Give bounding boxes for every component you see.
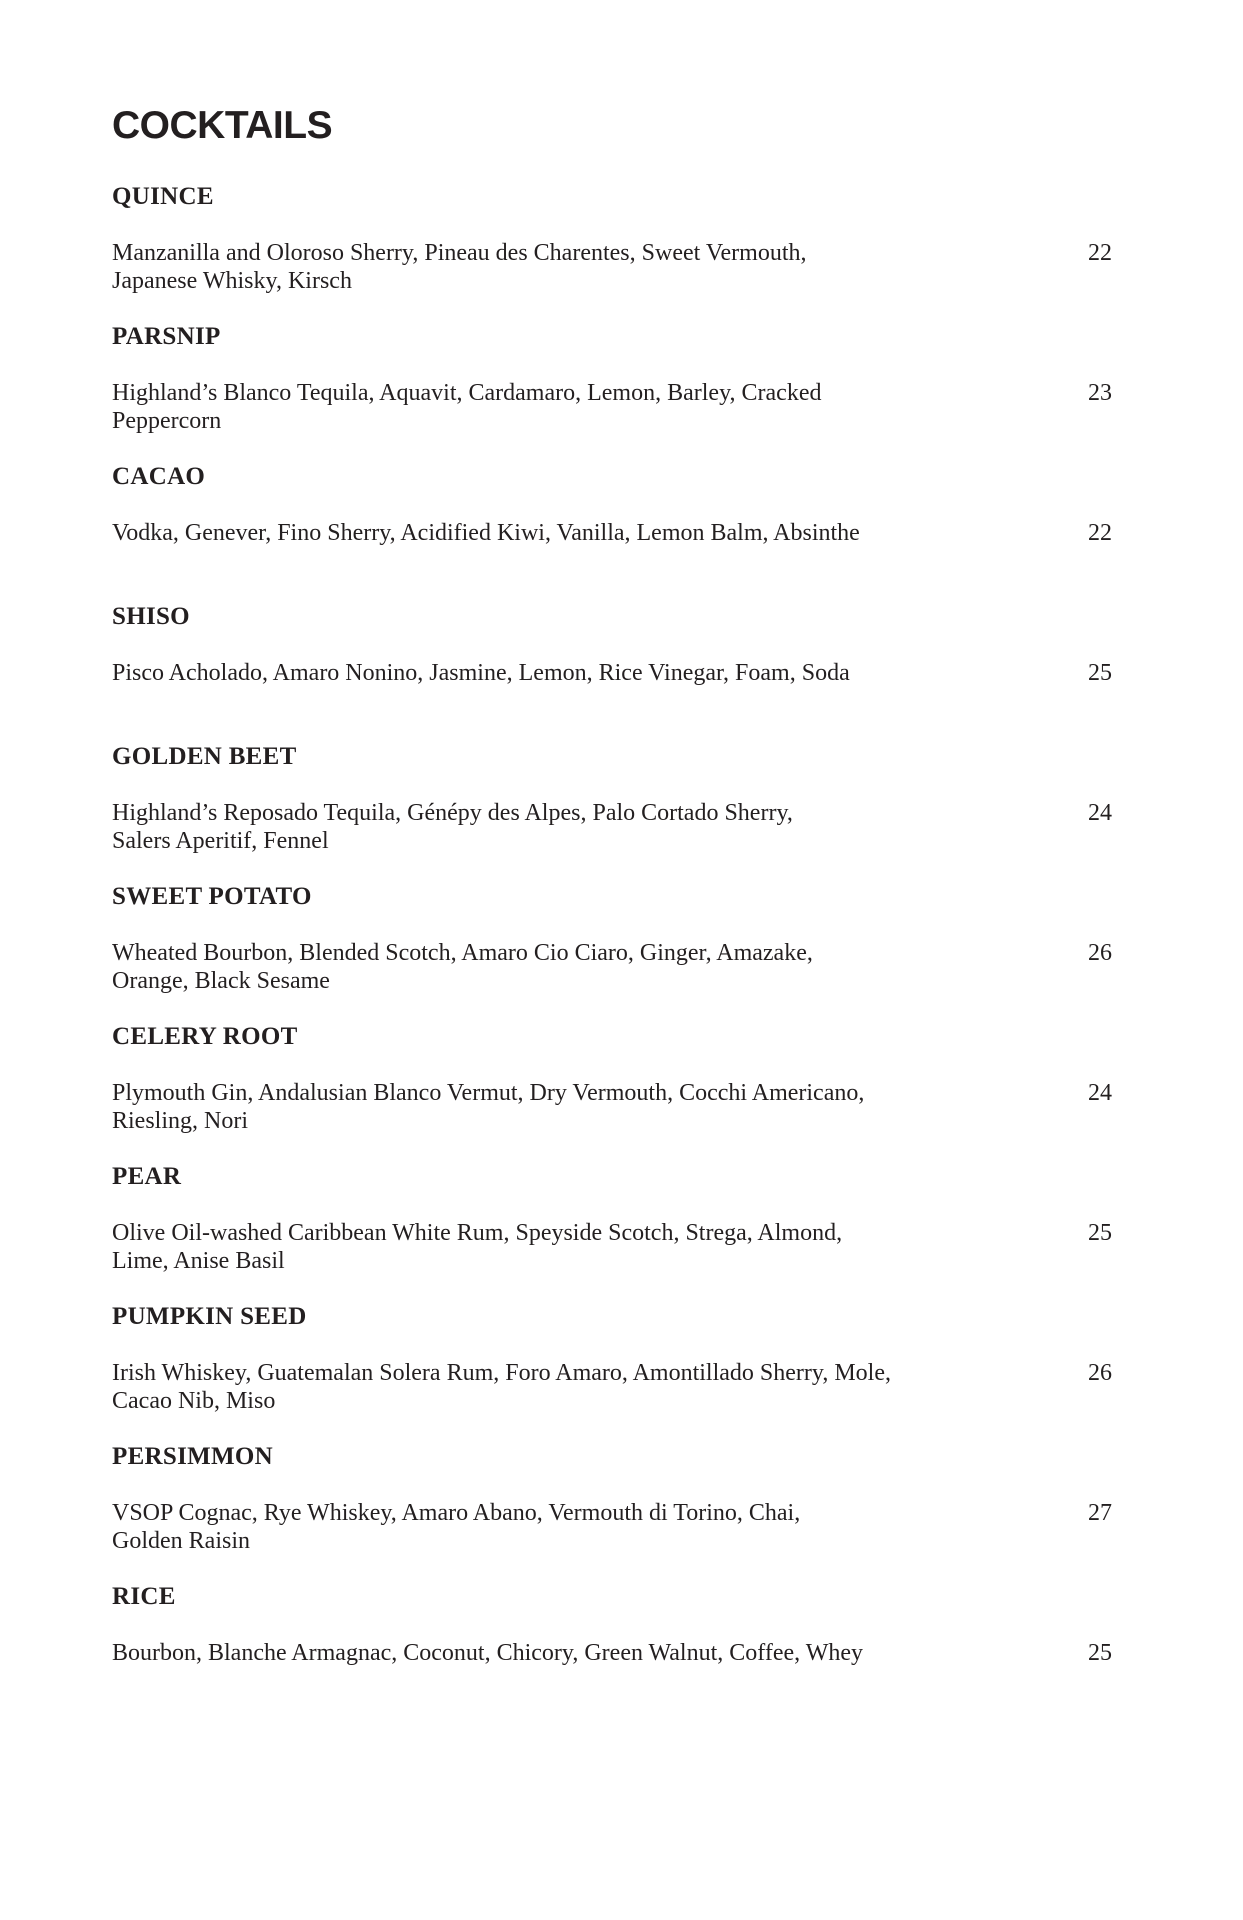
cocktail-name: SWEET POTATO (112, 883, 312, 910)
menu-item (112, 1303, 1112, 1443)
cocktail-name: PUMPKIN SEED (112, 1303, 307, 1330)
cocktail-description: Wheated Bourbon, Blended Scotch, Amaro Cio Ciaro, Ginger, Amazake, Orange, Black Sesame (112, 940, 813, 994)
page-title: COCKTAILS (112, 104, 333, 147)
cocktail-name: CELERY ROOT (112, 1023, 298, 1050)
cocktail-name: CACAO (112, 463, 206, 490)
cocktail-description: Irish Whiskey, Guatemalan Solera Rum, Foro Amaro, Amontillado Sherry, Mole, Cacao Nib, Miso (112, 1360, 891, 1414)
cocktail-price: 26 (1088, 940, 1112, 966)
cocktail-description: Vodka, Genever, Fino Sherry, Acidified Kiwi, Vanilla, Lemon Balm, Absinthe (112, 520, 860, 546)
cocktail-name: GOLDEN BEET (112, 743, 297, 770)
cocktail-list (112, 183, 1112, 1723)
cocktail-name: RICE (112, 1583, 176, 1610)
cocktail-price: 24 (1088, 1080, 1112, 1106)
cocktail-price: 24 (1088, 800, 1112, 826)
menu-item (112, 183, 1112, 323)
menu-item (112, 743, 1112, 883)
cocktail-name: QUINCE (112, 183, 214, 210)
cocktail-description: VSOP Cognac, Rye Whiskey, Amaro Abano, Vermouth di Torino, Chai, Golden Raisin (112, 1500, 801, 1554)
menu-item (112, 883, 1112, 1023)
cocktail-name: PARSNIP (112, 323, 221, 350)
cocktail-description: Manzanilla and Oloroso Sherry, Pineau des Charentes, Sweet Vermouth, Japanese Whisky, Kirsch (112, 240, 807, 294)
menu-item (112, 463, 1112, 603)
cocktail-price: 22 (1088, 240, 1112, 266)
cocktail-name: SHISO (112, 603, 190, 630)
menu-item (112, 1583, 1112, 1723)
cocktail-price: 25 (1088, 660, 1112, 686)
cocktail-name: PERSIMMON (112, 1443, 274, 1470)
menu-item (112, 603, 1112, 743)
cocktail-price: 22 (1088, 520, 1112, 546)
cocktail-description: Highland’s Reposado Tequila, Génépy des Alpes, Palo Cortado Sherry, Salers Aperitif, Fennel (112, 800, 793, 854)
menu-item (112, 1163, 1112, 1303)
menu-item (112, 1443, 1112, 1583)
cocktail-price: 25 (1088, 1640, 1112, 1666)
cocktail-price: 27 (1088, 1500, 1112, 1526)
cocktail-price: 23 (1088, 380, 1112, 406)
cocktail-price: 26 (1088, 1360, 1112, 1386)
cocktail-price: 25 (1088, 1220, 1112, 1246)
menu-item (112, 323, 1112, 463)
cocktail-description: Olive Oil-washed Caribbean White Rum, Speyside Scotch, Strega, Almond, Lime, Anise Basil (112, 1220, 843, 1274)
menu-item (112, 1023, 1112, 1163)
cocktail-name: PEAR (112, 1163, 182, 1190)
cocktail-description: Highland’s Blanco Tequila, Aquavit, Cardamaro, Lemon, Barley, Cracked Peppercorn (112, 380, 822, 434)
cocktail-description: Bourbon, Blanche Armagnac, Coconut, Chicory, Green Walnut, Coffee, Whey (112, 1640, 863, 1666)
cocktail-description: Plymouth Gin, Andalusian Blanco Vermut, Dry Vermouth, Cocchi Americano, Riesling, Nori (112, 1080, 865, 1134)
cocktail-description: Pisco Acholado, Amaro Nonino, Jasmine, Lemon, Rice Vinegar, Foam, Soda (112, 660, 850, 686)
